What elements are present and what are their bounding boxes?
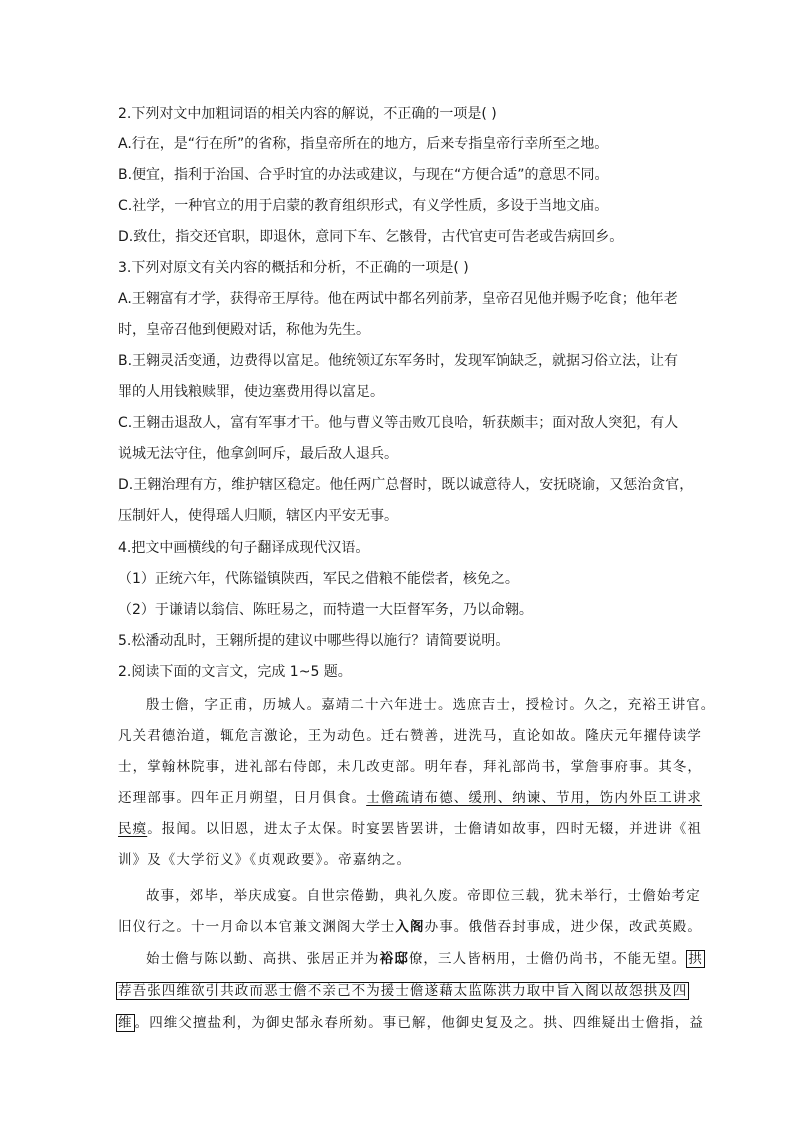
underlined-sentence: 士儋疏请布德、缓刑、纳谏、节用，饬内外臣工讲求	[366, 790, 703, 806]
q4-title: 4.把文中画横线的句子翻译成现代汉语。	[118, 540, 370, 556]
section-2-heading: 2.阅读下面的文言文，完成 1~5 题。	[118, 664, 352, 680]
boxed-text: 荐吾张四维欲引共政而恶士儋不亲己不为援士儋遂藉太监陈洪力取中旨入阁以故怨拱及四	[118, 983, 688, 999]
bold-term: 裕邸	[379, 951, 409, 967]
passage-text: 始士儋与陈以勤、高拱、张居正并为	[146, 951, 380, 967]
passage-p3-line2	[116, 980, 688, 1002]
boxed-text: 维	[118, 1015, 133, 1031]
underlined-sentence-end: 民瘼	[118, 821, 148, 837]
q3-option-c-line1: C.王翱击退敌人，富有军事才干。他与曹义等击败兀良哈，斩获颇丰；面对敌人突犯，有人	[118, 415, 679, 431]
passage-p2-line2	[118, 916, 703, 938]
q4-item-1: （1）正统六年，代陈镒镇陕西，军民之借粮不能偿者，核免之。	[118, 571, 519, 587]
q2-option-a: A.行在，是“行在所”的省称，指皇帝所在的地方，后来专指皇帝行幸所至之地。	[118, 136, 609, 152]
passage-text: 。四维父擅盐利，为御史郜永春所劾。事已解，他御史复及之。拱、四维疑出士儋指，益	[134, 1015, 705, 1031]
q4-item-2: （2）于谦请以翁信、陈旺易之，而特遣一大臣督军务，乃以命翱。	[118, 602, 533, 618]
passage-text: 僚，三人皆柄用，士儋仍尚书，不能无望。	[408, 951, 687, 967]
passage-p1-line3: 士，掌翰林院事，进礼部右侍郎，未几改吏部。明年春，拜礼部尚书，掌詹事府事。其冬，	[118, 759, 702, 775]
q3-option-b-line2: 罪的人用钱粮赎罪，使边塞费用得以富足。	[118, 384, 384, 400]
bold-term: 入阁	[395, 919, 425, 935]
q3-option-a-line1: A.王翱富有才学，获得帝王厚待。他在两试中都名列前茅，皇帝召见他并赐予吃食；他年老	[118, 291, 678, 307]
q3-title: 3.下列对原文有关内容的概括和分析，不正确的一项是( )	[118, 260, 469, 276]
boxed-text: 拱	[688, 951, 703, 967]
q3-option-b-line1: B.王翱灵活变通，边费得以富足。他统领辽东军务时，发现军饷缺乏，就据习俗立法，让有	[118, 353, 679, 369]
q3-option-c-line2: 说城无法守住，他拿剑呵斥，最后敌人退兵。	[118, 446, 398, 462]
q3-option-d-line1: D.王翱治理有方，维护辖区稳定。他任两广总督时，既以诚意待人，安抚晓谕，又惩治贪官，	[118, 477, 694, 493]
passage-text: 还理部事。四年正月朔望，日月俱食。	[118, 790, 367, 806]
q2-title: 2.下列对文中加粗词语的相关内容的解说，不正确的一项是( )	[118, 106, 497, 122]
passage-p1-line5	[118, 818, 703, 840]
passage-p2-line1: 故事，郊毕，举庆成宴。自世宗倦勤，典礼久废。帝即位三载，犹未举行，士儋始考定	[146, 888, 701, 904]
passage-p3-line3	[116, 1012, 705, 1034]
q3-option-a-line2: 时，皇帝召他到便殿对话，称他为先生。	[118, 322, 370, 338]
q5-title: 5.松潘动乱时，王翱所提的建议中哪些得以施行？请简要说明。	[118, 633, 510, 649]
passage-p1-line1: 殷士儋，字正甫，历城人。嘉靖二十六年进士。选庶吉士，授检讨。久之，充裕王讲官。	[146, 697, 716, 713]
q2-option-b: B.便宜，指利于治国、合乎时宜的办法或建议，与现在“方便合适”的意思不同。	[118, 167, 609, 183]
passage-text: 旧仪行之。十一月命以本官兼文渊阁大学士	[118, 919, 396, 935]
passage-text: 。报闻。以旧恩，进太子太保。时宴罢皆罢讲，士儋请如故事，四时无辍，并进讲《祖	[147, 821, 703, 837]
passage-p1-line2: 凡关君德治道，辄危言激论，王为动色。迁右赞善，进洗马，直论如故。隆庆元年擢侍读学	[118, 728, 702, 744]
passage-p1-line4	[118, 787, 703, 809]
q2-option-d: D.致仕，指交还官职，即退休，意同下车、乞骸骨，古代官吏可告老或告病回乡。	[118, 229, 624, 245]
passage-p1-line6: 训》及《大学衍义》《贞观政要》。帝嘉纳之。	[118, 852, 412, 868]
passage-text: 办事。俄偕吞封事成，进少保，改武英殿。	[424, 919, 703, 935]
q3-option-d-line2: 压制奸人，使得瑶人归顺，辖区内平安无事。	[118, 508, 398, 524]
q2-option-c: C.社学，一种官立的用于启蒙的教育组织形式，有义学性质，多设于当地文庙。	[118, 198, 609, 214]
passage-p3-line1	[146, 948, 703, 970]
